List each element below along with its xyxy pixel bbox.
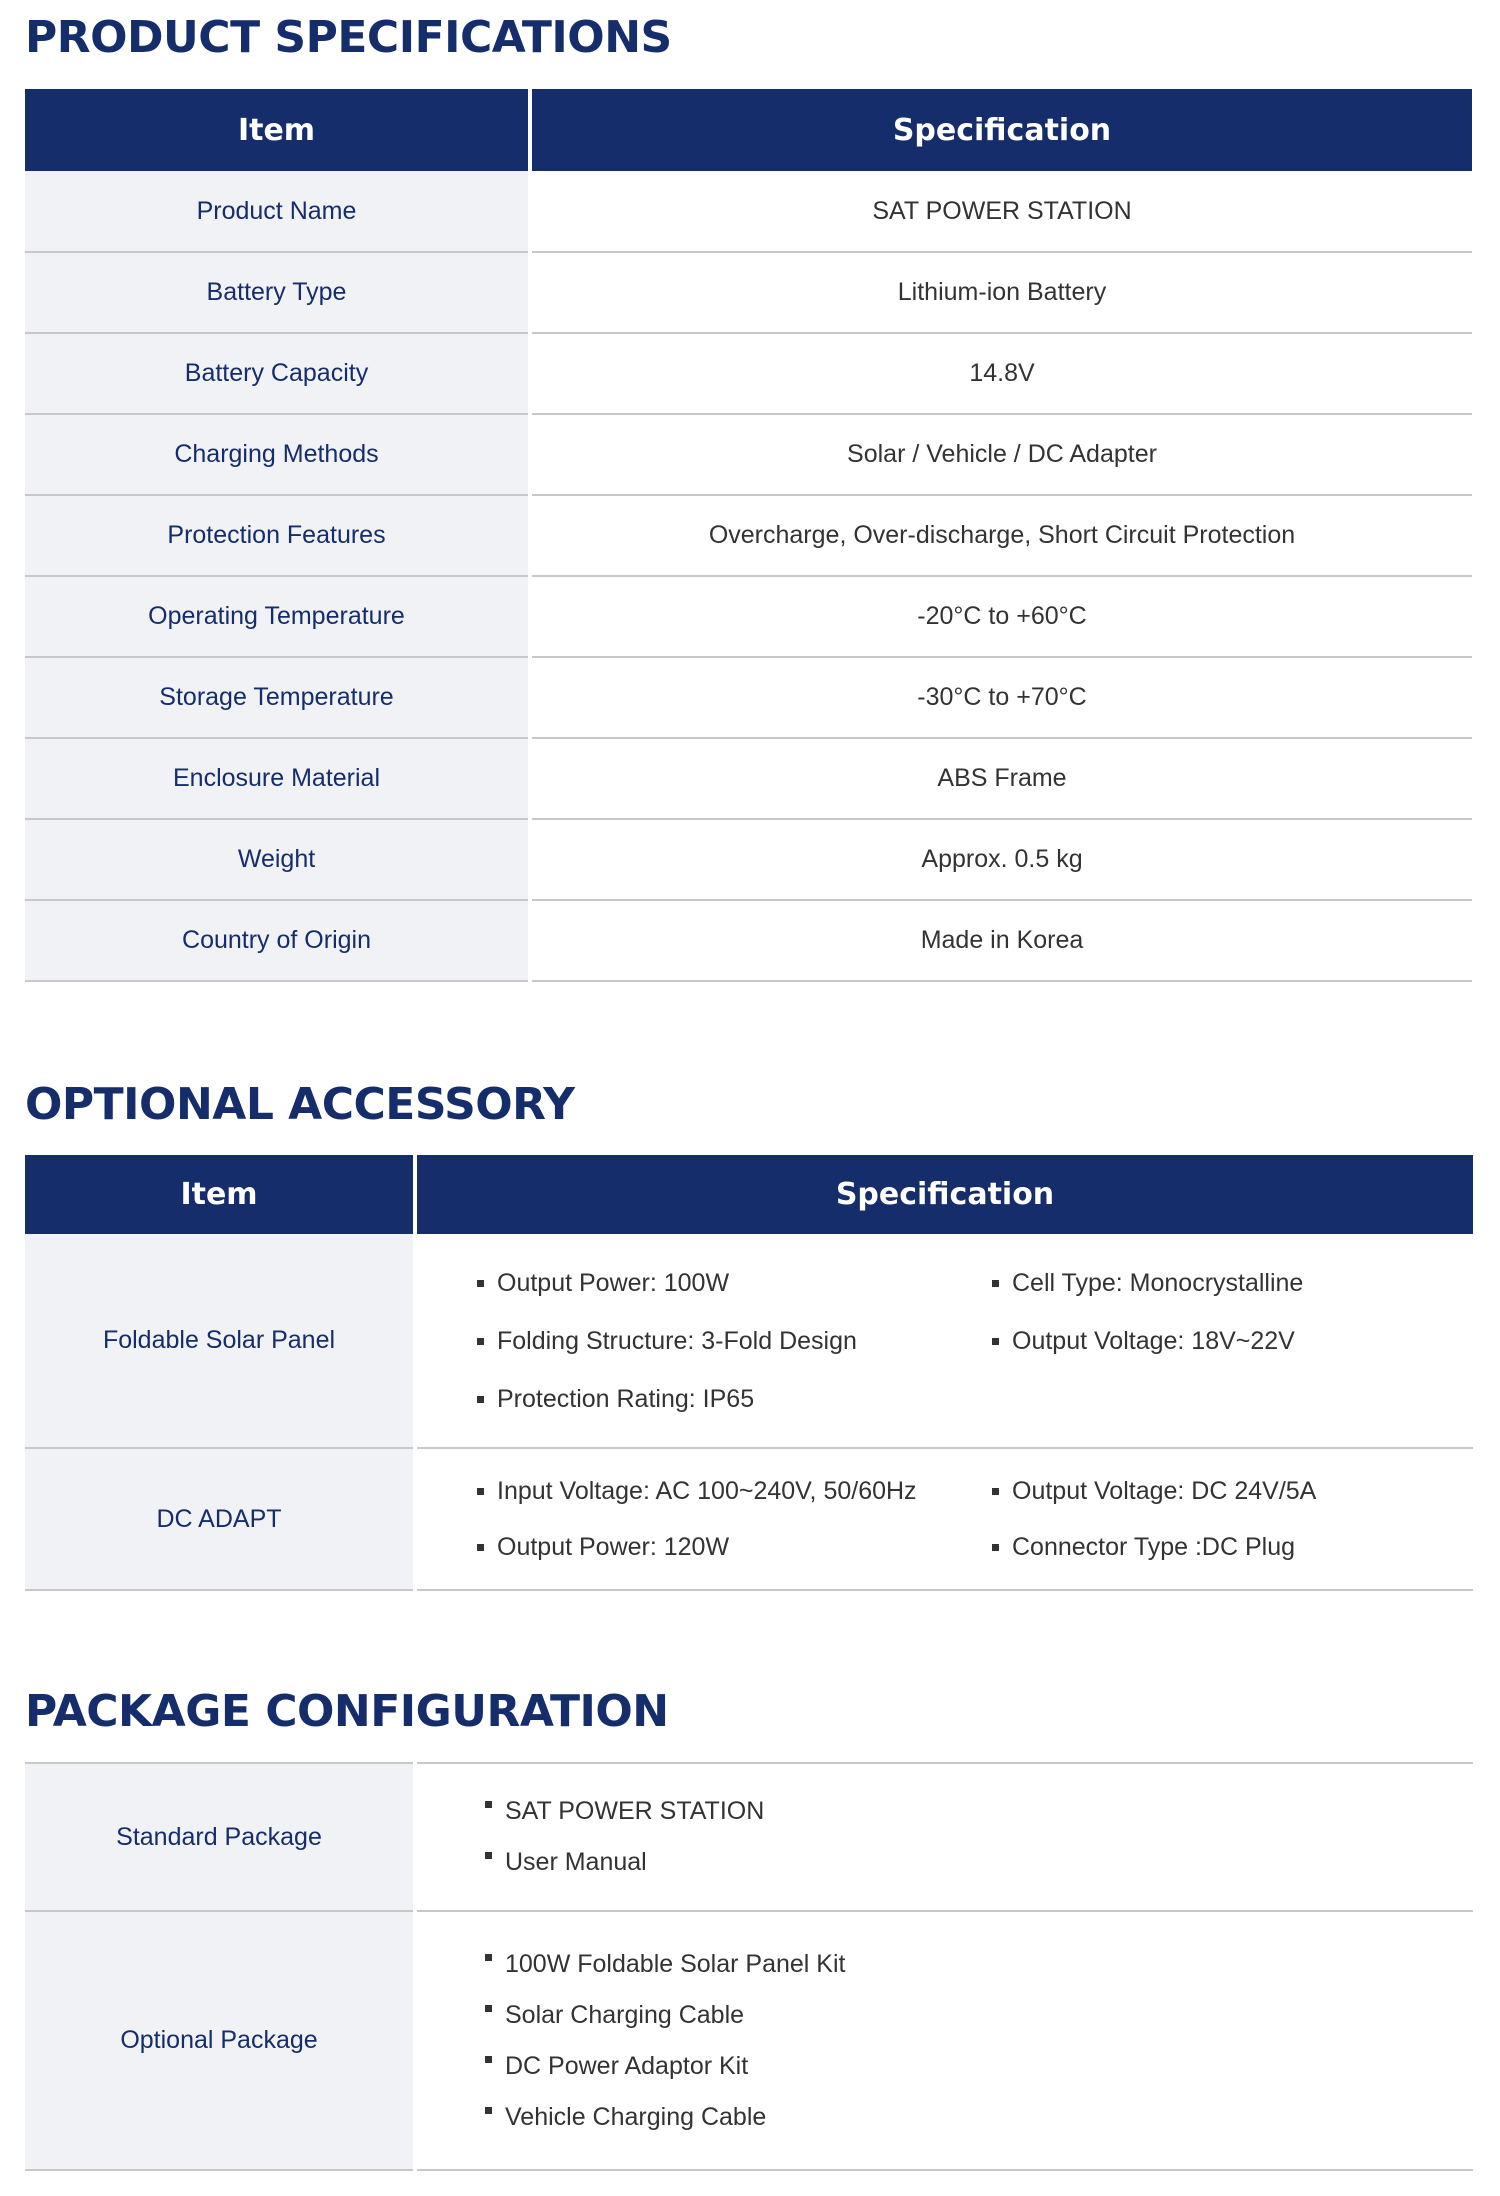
header-item: Item [25, 89, 530, 171]
row-value: 14.8V [530, 333, 1472, 414]
spec-bullets [415, 1234, 1473, 1448]
row-label: Optional Package [25, 1911, 415, 2170]
list-item: 100W Foldable Solar Panel Kit [485, 1939, 1473, 1990]
spec-bullet: Cell Type: Monocrystalline [992, 1265, 1473, 1301]
row-value: Lithium-ion Battery [530, 252, 1472, 333]
row-value: Overcharge, Over-discharge, Short Circuit Protection [530, 495, 1472, 576]
product-specs-title: PRODUCT SPECIFICATIONS [25, 12, 672, 63]
package-config-title: PACKAGE CONFIGURATION [25, 1686, 669, 1737]
header-specification: Specification [530, 89, 1472, 171]
table-row [25, 576, 1472, 657]
spec-bullet: Folding Structure: 3-Fold Design [477, 1323, 992, 1359]
row-label: Standard Package [25, 1763, 415, 1911]
table-row [25, 1911, 1473, 2170]
table-row [25, 333, 1472, 414]
spec-bullet: Protection Rating: IP65 [477, 1381, 992, 1417]
package-contents [415, 1763, 1473, 1911]
list-item: SAT POWER STATION [485, 1786, 1473, 1837]
list-item: Vehicle Charging Cable [485, 2092, 1473, 2143]
row-label: DC ADAPT [25, 1448, 415, 1590]
row-label: Charging Methods [25, 414, 530, 495]
list-item: DC Power Adaptor Kit [485, 2041, 1473, 2092]
row-value: -20°C to +60°C [530, 576, 1472, 657]
optional-accessory-table [25, 1155, 1473, 1591]
table-header-row [25, 89, 1472, 171]
table-row [25, 819, 1472, 900]
spec-bullet: Output Voltage: 18V~22V [992, 1323, 1473, 1359]
list-item: User Manual [485, 1837, 1473, 1888]
list-item: Solar Charging Cable [485, 1990, 1473, 2041]
table-row [25, 252, 1472, 333]
table-row [25, 1234, 1473, 1448]
row-label: Operating Temperature [25, 576, 530, 657]
row-label: Protection Features [25, 495, 530, 576]
table-row [25, 414, 1472, 495]
spec-bullet: Input Voltage: AC 100~240V, 50/60Hz [477, 1473, 992, 1509]
row-value: Approx. 0.5 kg [530, 819, 1472, 900]
row-label: Battery Type [25, 252, 530, 333]
row-label: Product Name [25, 171, 530, 252]
optional-accessory-title: OPTIONAL ACCESSORY [25, 1079, 575, 1130]
package-contents [415, 1911, 1473, 2170]
table-row [25, 495, 1472, 576]
header-specification: Specification [415, 1155, 1473, 1234]
table-row [25, 1448, 1473, 1590]
row-label: Foldable Solar Panel [25, 1234, 415, 1448]
row-label: Country of Origin [25, 900, 530, 981]
spec-bullets [415, 1448, 1473, 1590]
row-value: Solar / Vehicle / DC Adapter [530, 414, 1472, 495]
row-value: ABS Frame [530, 738, 1472, 819]
spec-bullet: Output Voltage: DC 24V/5A [992, 1473, 1473, 1509]
spec-bullet: Output Power: 100W [477, 1265, 992, 1301]
row-label: Battery Capacity [25, 333, 530, 414]
row-label: Storage Temperature [25, 657, 530, 738]
row-value: -30°C to +70°C [530, 657, 1472, 738]
table-row [25, 171, 1472, 252]
table-row [25, 1763, 1473, 1911]
spec-bullet: Output Power: 120W [477, 1529, 992, 1565]
spec-bullet: Connector Type :DC Plug [992, 1529, 1473, 1565]
package-config-table [25, 1762, 1473, 2171]
table-row [25, 657, 1472, 738]
row-value: SAT POWER STATION [530, 171, 1472, 252]
table-header-row [25, 1155, 1473, 1234]
product-specs-table [25, 89, 1472, 982]
row-label: Weight [25, 819, 530, 900]
row-value: Made in Korea [530, 900, 1472, 981]
table-row [25, 900, 1472, 981]
table-row [25, 738, 1472, 819]
header-item: Item [25, 1155, 415, 1234]
row-label: Enclosure Material [25, 738, 530, 819]
